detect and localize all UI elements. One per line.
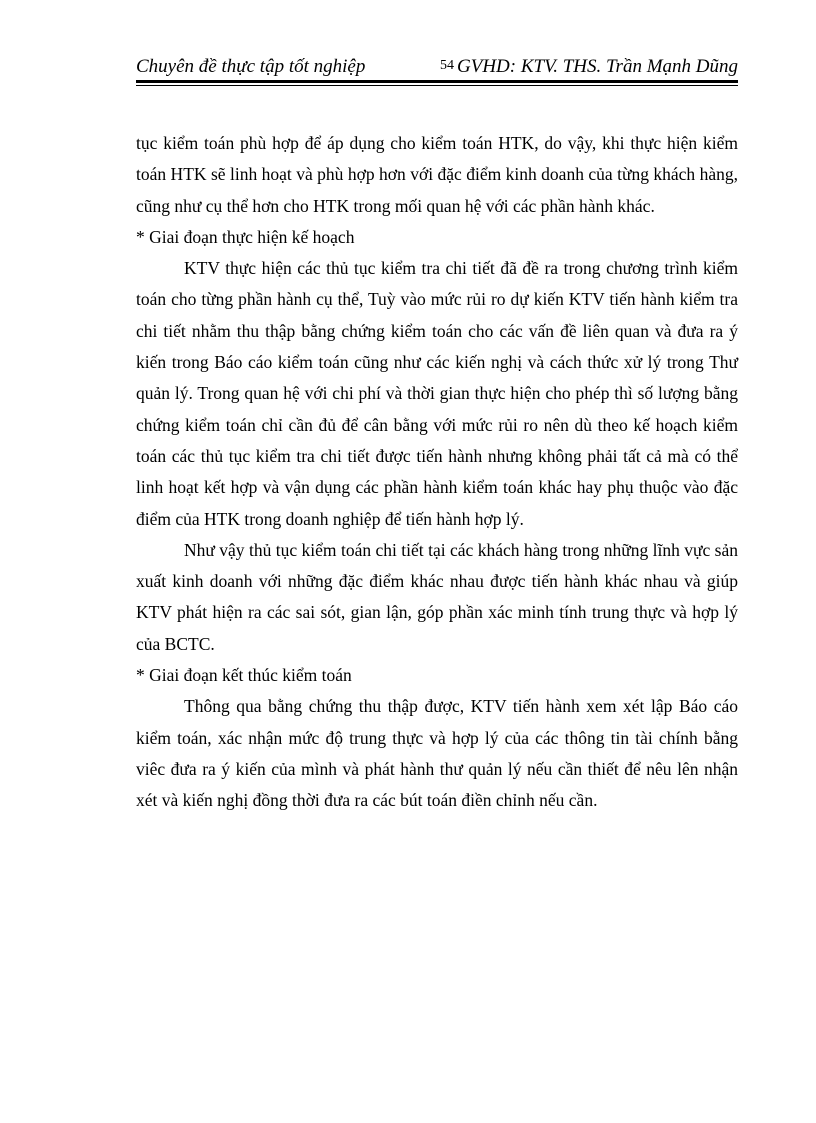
- body-text: [136, 128, 738, 817]
- page-header: [136, 56, 738, 80]
- header-rule-thin: [136, 85, 738, 86]
- section-heading-execution: * Giai đoạn thực hiện kế hoạch: [136, 226, 355, 247]
- paragraph-continuation: tục kiểm toán phù hợp để áp dụng cho kiểm toán HTK, do vậy, khi thực hiện kiểm toán HTK sẽ linh hoạt và phù hợp hơn với đặc điểm kinh doanh của từng khách hàng, cũng như cụ thể hơn cho HTK trong mối quan hệ với các phần hành khác.: [136, 133, 738, 216]
- paragraph-summary: Như vậy thủ tục kiểm toán chi tiết tại các khách hàng trong những lĩnh vực sản xuất kinh doanh với những đặc điểm khác nhau được tiến hành khác nhau và giúp KTV phát hiện ra các sai sót, gian lận, góp phần xác minh tính trung thực và hợp lý của BCTC.: [136, 539, 738, 654]
- section-heading-conclusion: * Giai đoạn kết thúc kiểm toán: [136, 665, 352, 686]
- header-rule-thick: [136, 80, 738, 83]
- page-number: 54: [440, 58, 454, 73]
- paragraph-conclusion: Thông qua bằng chứng thu thập được, KTV tiến hành xem xét lập Báo cáo kiểm toán, xác nhận mức độ trung thực và hợp lý của các thông tin tài chính bằng viêc đưa ra ý kiến của mình và phát hành thư quản lý nếu cần thiết để nêu lên nhận xét và kiến nghị đồng thời đưa ra các bút toán điền chỉnh nếu cần.: [136, 696, 738, 811]
- paragraph-execution: KTV thực hiện các thủ tục kiểm tra chi tiết đã đề ra trong chương trình kiểm toán cho từng phần hành cụ thể, Tuỳ vào mức rủi ro dự kiến KTV tiến hành kiểm tra chi tiết nhằm thu thập bằng chứng kiểm toán cho các vấn đề liên quan và đưa ra ý kiến trong Báo cáo kiểm toán cũng như các kiến nghị và cách thức xử lý trong Thư quản lý. Trong quan hệ với chi phí và thời gian thực hiện cho phép thì số lượng bằng chứng kiểm toán chỉ cần đủ để cân bằng với mức rủi ro nên dù theo kế hoạch kiểm toán các thủ tục kiểm tra chi tiết được tiến hành nhưng không phải tất cả mà có thể linh hoạt kết hợp và vận dụng các phần hành kiểm toán khác hay phụ thuộc vào đặc điểm của HTK trong doanh nghiệp để tiến hành hợp lý.: [136, 258, 738, 529]
- document-title: Chuyên đề thực tập tốt nghiệp: [136, 56, 366, 77]
- supervisor-name: GVHD: KTV. THS. Trần Mạnh Dũng: [457, 56, 738, 77]
- supervisor-block: [440, 56, 738, 78]
